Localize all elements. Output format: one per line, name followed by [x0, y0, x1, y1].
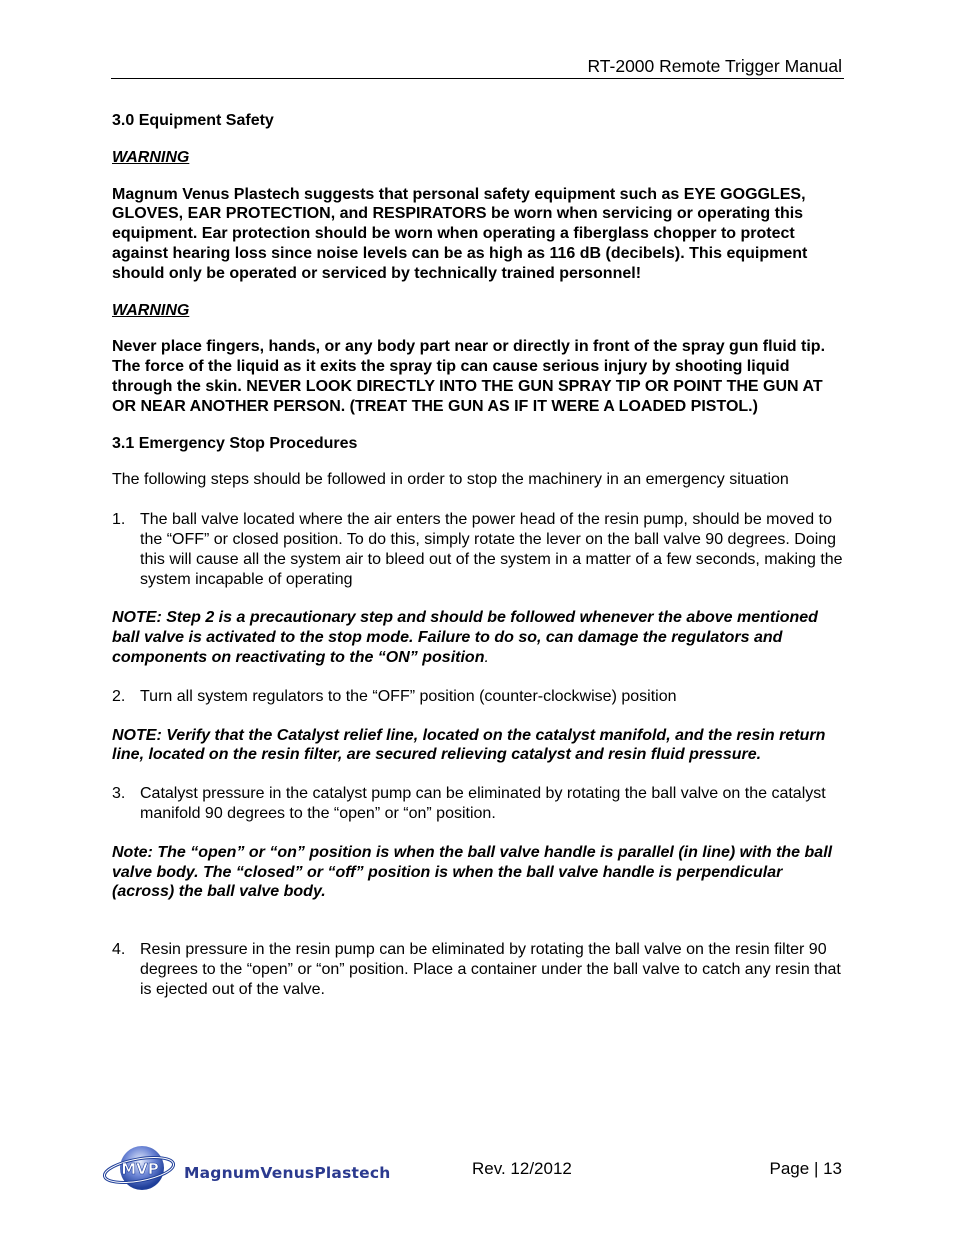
procedure-step — [112, 784, 847, 824]
section-heading-emergency-stop: 3.1 Emergency Stop Procedures — [112, 434, 358, 452]
company-logo — [100, 1140, 390, 1196]
page-header — [111, 56, 844, 79]
revision-date: Rev. 12/2012 — [472, 1159, 572, 1178]
procedure-step — [112, 687, 847, 707]
mvp-globe-icon — [102, 1143, 176, 1193]
note-verify-relief-lines: NOTE: Verify that the Catalyst relief line, located on the catalyst manifold, and the resin return line, located on the resin filter, are secured relieving catalyst and resin fluid pressure. — [112, 726, 826, 764]
step-number: 2. — [112, 687, 126, 705]
emergency-stop-intro: The following steps should be followed in order to stop the machinery in an emergency situation — [112, 471, 789, 489]
note-tail: . — [484, 648, 489, 666]
warning-text-ppe: Magnum Venus Plastech suggests that personal safety equipment such as EYE GOGGLES, GLOVES, EAR PROTECTION, and RESPIRATORS be worn when servicing or operating this equipment. Ear protection should be worn when operating a fiberglass chopper to protect against hearing loss since noise levels can be as high as 116 dB (decibels). This equipment should only be operated or serviced by technically trained personnel! — [112, 185, 808, 282]
note-step-2-precaution — [112, 608, 847, 667]
step-text: Turn all system regulators to the “OFF” position (counter-clockwise) position — [140, 687, 677, 705]
logo-mark-text: MVP — [121, 1160, 159, 1178]
step-text: Resin pressure in the resin pump can be eliminated by rotating the ball valve on the resin filter 90 degrees to the “open” or “on” position. Place a container under the ball valve to catch any resin that is ejected out of the valve. — [140, 941, 841, 998]
warning-label: WARNING — [112, 148, 190, 166]
page-content — [112, 111, 847, 1019]
step-number: 3. — [112, 785, 126, 803]
step-number: 1. — [112, 511, 126, 529]
warning-text-spray-gun: Never place fingers, hands, or any body part near or directly in front of the spray gun fluid tip. The force of the liquid as it exits the spray tip can cause serious injury by shooting liquid through the skin. NEVER LOOK DIRECTLY INTO THE GUN SPRAY TIP OR POINT THE GUN AT OR NEAR ANOTHER PERSON. (TREAT THE GUN AS IF IT WERE A LOADED PISTOL.) — [112, 338, 826, 415]
page-number: Page | 13 — [769, 1159, 842, 1178]
procedure-step — [112, 510, 847, 589]
step-text: Catalyst pressure in the catalyst pump can be eliminated by rotating the ball valve on the catalyst manifold 90 degrees to the “open” or “on” position. — [140, 785, 826, 822]
page-footer — [100, 1140, 845, 1200]
step-number: 4. — [112, 941, 126, 959]
note-text: NOTE: Step 2 is a precautionary step and should be followed whenever the above mentioned ball valve is activated to the stop mode. Failure to do so, can damage the regulators and components on reactivating to the “ON” position — [112, 609, 818, 666]
step-text: The ball valve located where the air enters the power head of the resin pump, should be moved to the “OFF” or closed position. To do this, simply rotate the lever on the ball valve 90 degrees. Doing this will cause all the system air to bleed out of the system in a matter of a few seconds, making the system incapable of operating — [140, 511, 843, 588]
section-heading-equipment-safety: 3.0 Equipment Safety — [112, 112, 274, 129]
header-title: RT-2000 Remote Trigger Manual — [587, 56, 842, 76]
procedure-step — [112, 940, 847, 999]
note-ball-valve-position: Note: The “open” or “on” position is when the ball valve handle is parallel (in line) with the ball valve body. The “closed” or “off” position is when the ball valve handle is perpendicular (across) the ball valve body. — [112, 843, 833, 901]
warning-label: WARNING — [112, 301, 190, 319]
logo-wordmark: MagnumVenusPlastech — [184, 1164, 391, 1182]
